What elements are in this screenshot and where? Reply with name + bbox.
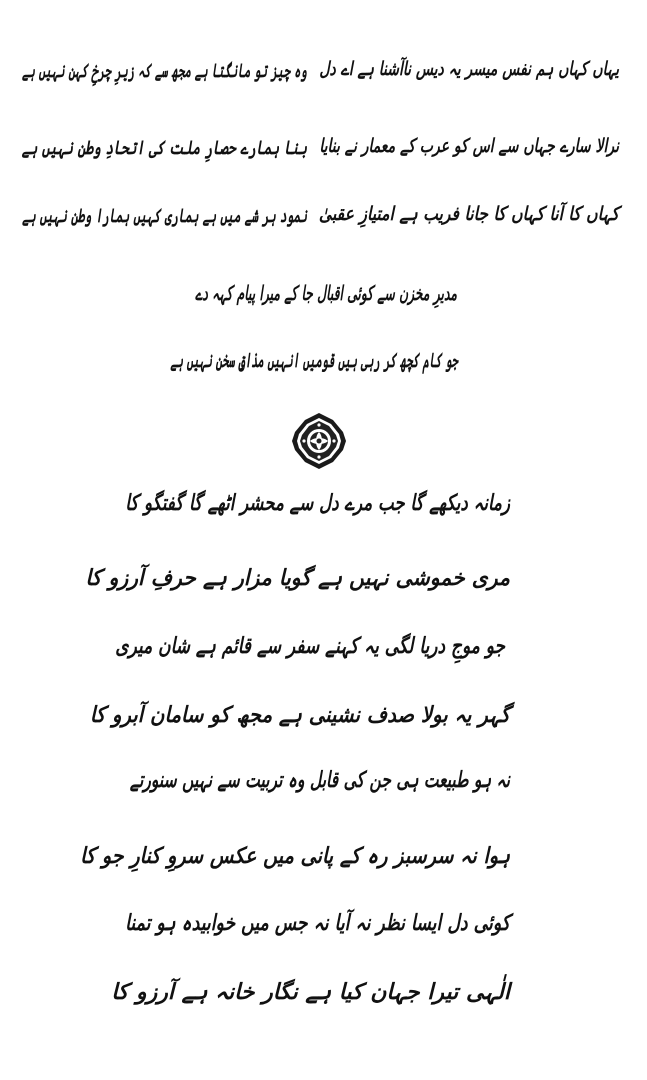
verse-hemistich-left: وہ چیز تو مانگتا ہے مجھ سے کہ زیرِ چرخِ کہن نہیں ہے (22, 60, 308, 82)
verse-hemistich-left: بنا ہمارے حصارِ ملت کی اتحادِ وطن نہیں ہے (21, 137, 308, 159)
floral-medallion-icon (291, 412, 347, 470)
verse-hemistich-left: نمود ہر شے میں ہے ہماری کہیں ہمارا وطن نہیں ہے (22, 205, 307, 227)
verse-line: کوئی دل ایسا نظر نہ آیا نہ جس میں خوابیدہ ہو تمنا (125, 911, 510, 936)
verse-line: نہ ہو طبیعت ہی جن کی قابل وہ تربیت سے نہیں سنورتے (129, 768, 510, 793)
verse-line: ہوا نہ سرسبز رہ کے پانی میں عکس سروِ کنارِ جو کا (80, 844, 510, 869)
closing-verse-line: مدیرِ مخزن سے کوئی اقبال جا کے میرا پیام کہہ دے (195, 281, 457, 305)
closing-verse-line: جو کام کچھ کر رہی ہیں قومیں انہیں مذاقِ سخن نہیں ہے (170, 348, 458, 372)
verse-hemistich-right: کہاں کا آنا کہاں کا جانا فریب ہے امتیازِ عقبیٰ (318, 203, 619, 225)
verse-line: مری خموشی نہیں ہے گویا مزار ہے حرفِ آرزو کا (85, 566, 510, 591)
verse-hemistich-right: یہاں کہاں ہم نفس میسر یہ دیس ناآشنا ہے اے دل (319, 58, 619, 80)
verse-line: جو موجِ دریا لگی یہ کہنے سفر سے قائم ہے شان میری (115, 634, 506, 659)
verse-line: الٰہی تیرا جہان کیا ہے نگار خانہ ہے آرزو کا (111, 980, 510, 1005)
verse-line: گہر یہ بولا صدف نشینی ہے مجھ کو سامان آبرو کا (89, 703, 510, 728)
verse-line: زمانہ دیکھے گا جب مرے دل سے محشر اٹھے گا گفتگو کا (125, 491, 510, 516)
verse-hemistich-right: نرالا سارے جہاں سے اس کو عرب کے معمار نے بنایا (319, 135, 619, 157)
